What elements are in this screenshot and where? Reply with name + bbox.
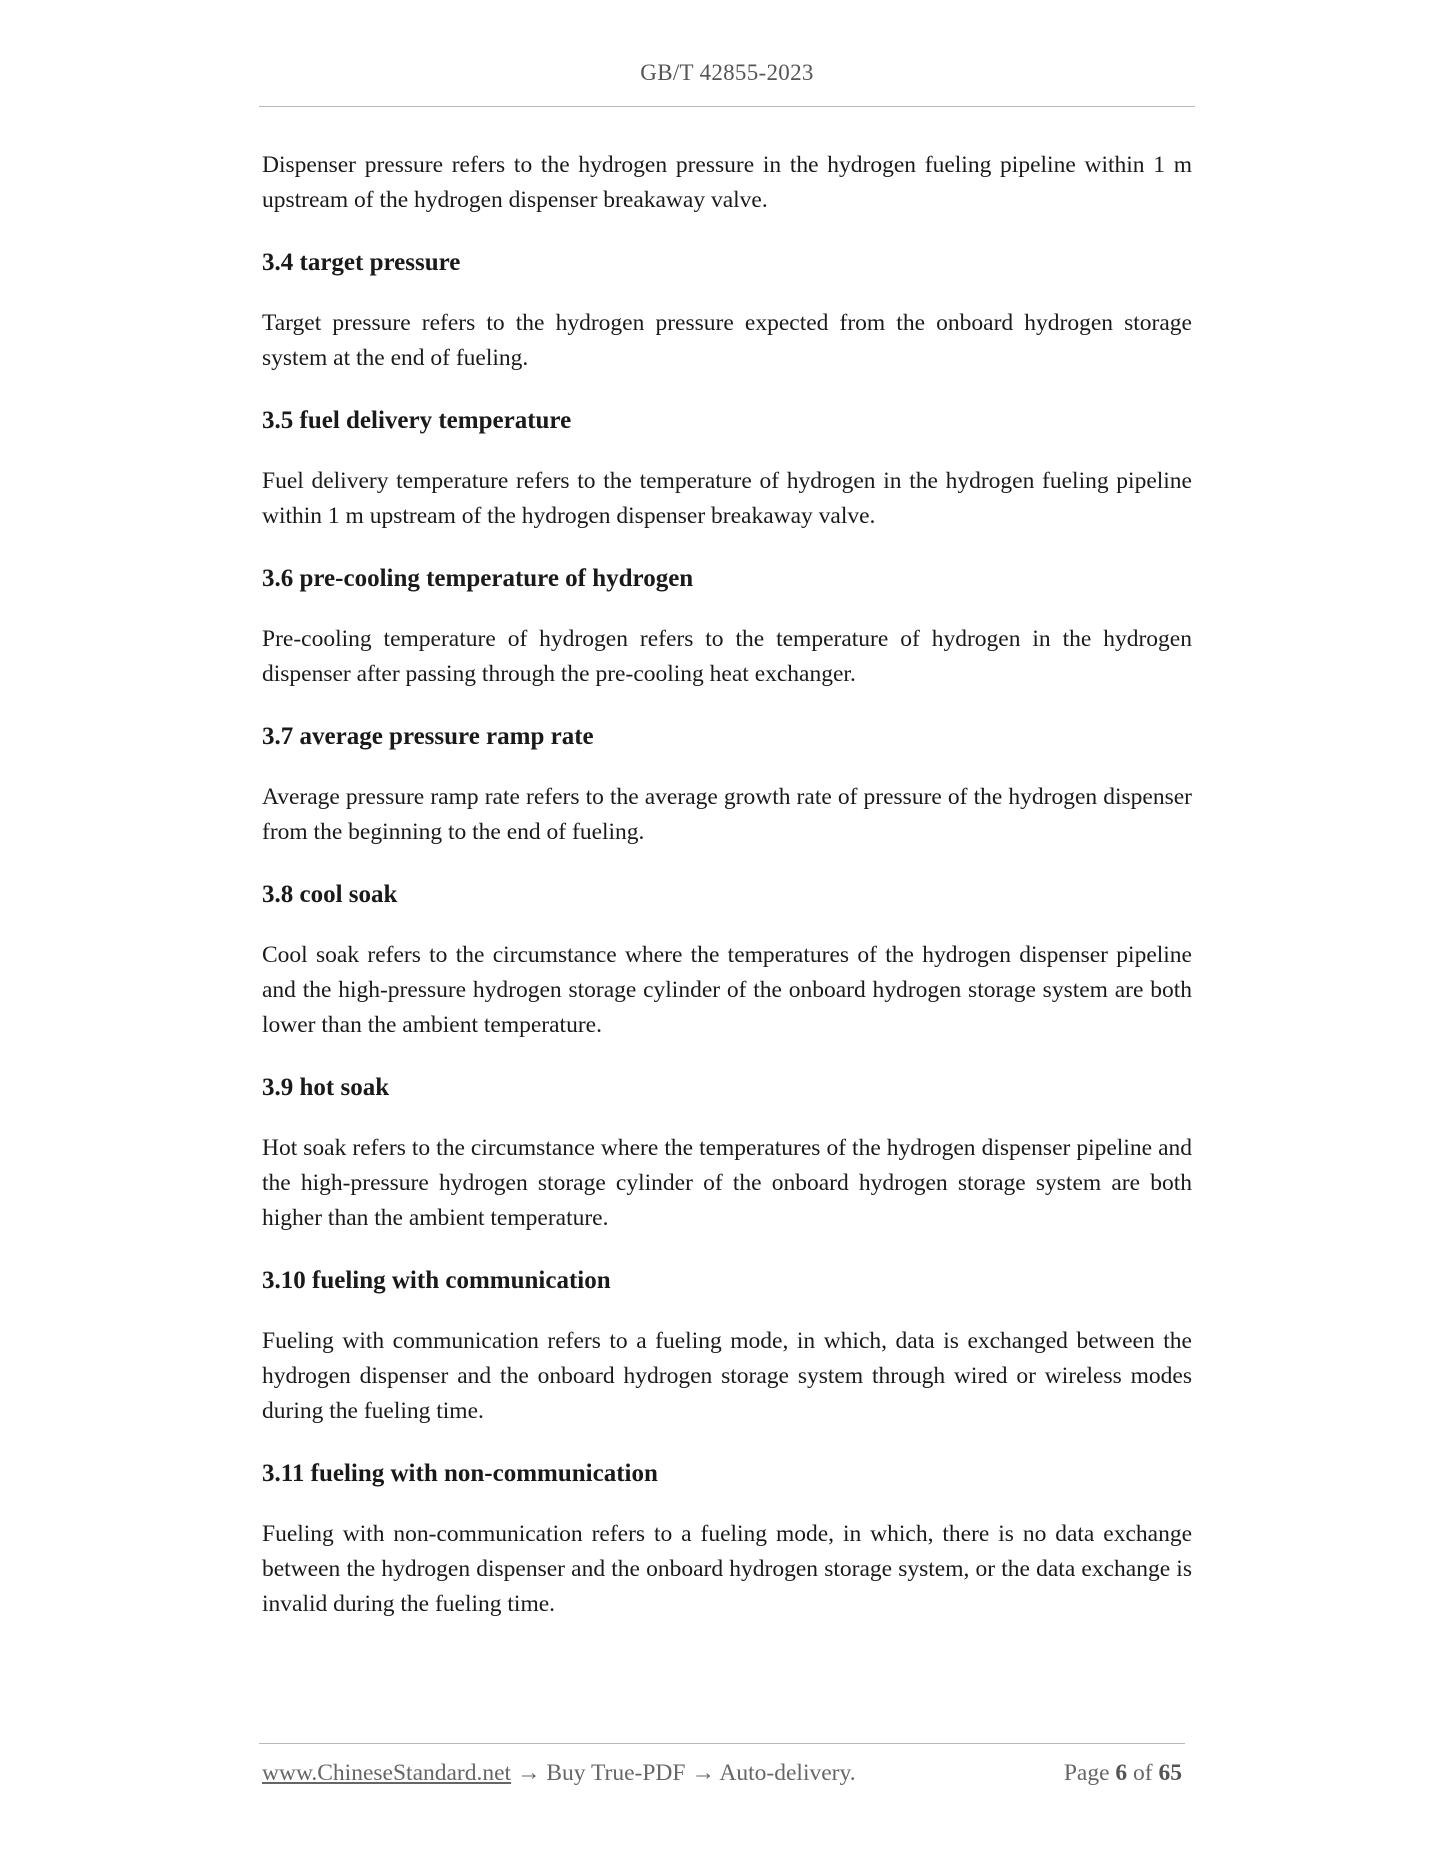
chinesestandard-link[interactable]: www.ChineseStandard.net [262,1760,512,1786]
section-heading-3-5: 3.5 fuel delivery temperature [262,407,572,434]
section-text-3-6: Pre-cooling temperature of hydrogen refers to the temperature of hydrogen in the hydrogen dispenser after passing through the pre-cooling heat exchanger. [262,626,1192,687]
arrow-right-icon: → [691,1760,715,1786]
section-heading-3-4: 3.4 target pressure [262,249,461,276]
section-text-3-11: Fueling with non-communication refers to a fueling mode, in which, there is no data exchange between the hydrogen dispenser and the onboard hydrogen storage system, or the data exchange is invalid during the fueling time. [262,1521,1192,1617]
buy-true-pdf-text: Buy True-PDF [546,1760,686,1786]
section-text-3-10: Fueling with communication refers to a fueling mode, in which, data is exchanged between the hydrogen dispenser and the onboard hydrogen storage system through wired or wireless modes during the fueling time. [262,1328,1192,1424]
section-text-3-5: Fuel delivery temperature refers to the temperature of hydrogen in the hydrogen fueling pipeline within 1 m upstream of the hydrogen dispenser breakaway valve. [262,468,1192,529]
footer-divider [259,1743,1185,1744]
section-heading-3-7: 3.7 average pressure ramp rate [262,723,594,750]
page-label: Page [1063,1760,1110,1786]
section-heading-3-8: 3.8 cool soak [262,881,398,908]
arrow-right-icon: → [516,1760,541,1786]
section-text-3-7: Average pressure ramp rate refers to the average growth rate of pressure of the hydrogen dispenser from the beginning to the end of fueling. [262,784,1192,845]
section-text-3-8: Cool soak refers to the circumstance where the temperatures of the hydrogen dispenser pipeline and the high-pressure hydrogen storage cylinder of the onboard hydrogen storage system are both lower than the ambient temperature. [262,942,1192,1038]
page-header-standard-code: GB/T 42855-2023 [640,60,814,85]
page-total: 65 [1158,1760,1182,1786]
section-heading-3-6: 3.6 pre-cooling temperature of hydrogen [262,565,694,592]
section-heading-3-9: 3.9 hot soak [262,1074,390,1101]
auto-delivery-text: Auto-delivery. [719,1760,856,1786]
document-body [262,148,1192,1622]
page-of-label: of [1133,1760,1153,1786]
intro-paragraph: Dispenser pressure refers to the hydrogen pressure in the hydrogen fueling pipeline within 1 m upstream of the hydrogen dispenser breakaway valve. [262,152,1192,213]
section-text-3-4: Target pressure refers to the hydrogen pressure expected from the onboard hydrogen storage system at the end of fueling. [262,310,1192,371]
footer-promo [262,1760,856,1787]
section-text-3-9: Hot soak refers to the circumstance where the temperatures of the hydrogen dispenser pipeline and the high-pressure hydrogen storage cylinder of the onboard hydrogen storage system are both higher than the ambient temperature. [262,1135,1192,1231]
header-divider [259,106,1195,107]
page-indicator [1064,1760,1182,1787]
section-heading-3-10: 3.10 fueling with communication [262,1267,611,1294]
page-current: 6 [1115,1760,1128,1786]
section-heading-3-11: 3.11 fueling with non-communication [262,1460,658,1487]
